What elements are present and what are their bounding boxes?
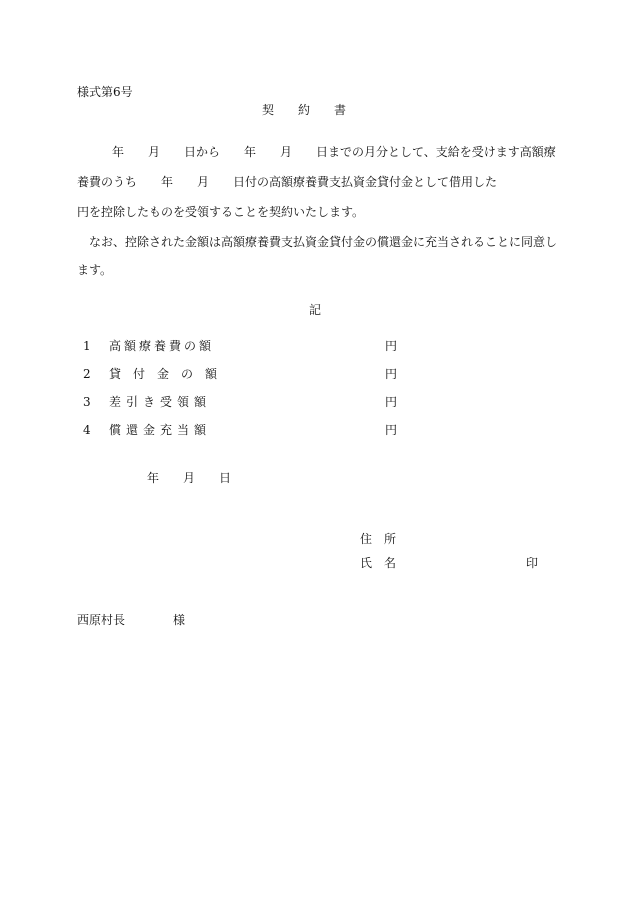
item-label: 貸 付 金 の 額 (109, 367, 218, 381)
document-title: 契 約 書 (262, 103, 347, 117)
item-unit: 円 (385, 395, 398, 409)
body-line-3: 円を控除したものを受領することを契約いたします。 (77, 205, 365, 219)
item-number: 4 (83, 423, 91, 437)
body-line-5: ます。 (77, 263, 113, 277)
item-label: 償還金充当額 (109, 423, 212, 437)
body-line-4: なお、控除された金額は高額療養費支払資金貸付金の償還金に充当されることに同意し (89, 235, 558, 249)
addressee: 西原村長 様 (77, 613, 186, 627)
ki-heading: 記 (309, 303, 322, 317)
item-label: 高額療養費の額 (109, 339, 215, 353)
item-unit: 円 (385, 339, 398, 353)
item-label: 差引き受領額 (109, 395, 212, 409)
seal-mark: 印 (526, 556, 539, 570)
date-line: 年 月 日 (147, 471, 232, 485)
body-line-2: 養費のうち 年 月 日付の高額療養費支払資金貸付金として借用した (77, 175, 498, 189)
name-label: 氏 名 (360, 556, 397, 570)
item-unit: 円 (385, 367, 398, 381)
item-number: 3 (83, 395, 91, 409)
item-unit: 円 (385, 423, 398, 437)
address-label: 住 所 (360, 532, 397, 546)
body-line-1: 年 月 日から 年 月 日までの月分として、支給を受けます高額療 (112, 145, 556, 159)
item-number: 2 (83, 367, 91, 381)
item-number: 1 (83, 339, 91, 353)
form-number: 様式第6号 (77, 85, 133, 99)
